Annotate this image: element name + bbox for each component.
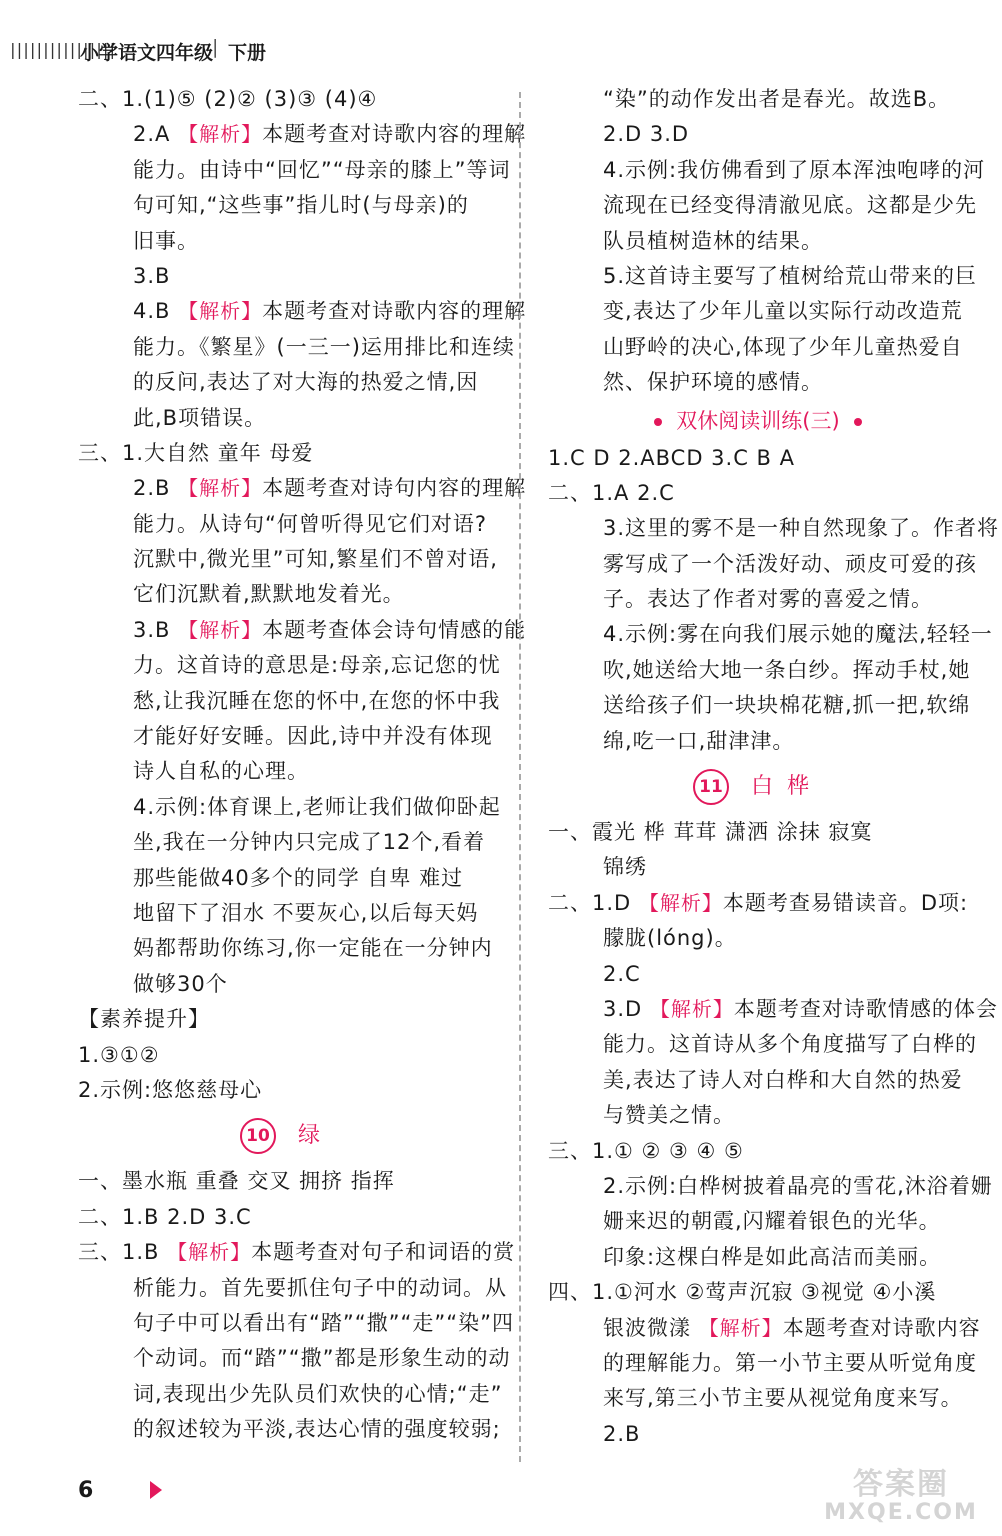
answer-text: 的反问,表达了对大海的热爱之情,因 [133, 370, 479, 395]
answer-text: 与赞美之情。 [603, 1103, 735, 1128]
answer-line [78, 1073, 496, 1108]
answer-text: 银波微漾 【解析】本题考查对诗歌内容 [603, 1315, 981, 1340]
bullet-icon [654, 418, 662, 426]
answer-text: 4.示例:我仿佛看到了原本浑浊咆哮的河 [603, 157, 986, 182]
analysis-tag: 【解析】 [178, 476, 263, 501]
answer-line [78, 1164, 496, 1199]
answer-line [78, 471, 527, 506]
lesson-number-badge: 11 [693, 769, 729, 805]
answer-text: 句子中可以看出有“踏”“撒”“走”“染”四 [133, 1310, 515, 1335]
answer-line [78, 294, 527, 329]
answer-line [548, 1027, 977, 1062]
answer-text: 坐,我在一分钟内只完成了12个,看着 [133, 830, 486, 855]
answer-text: 然、保护环境的感情。 [603, 370, 823, 395]
analysis-tag: 【解析】 [638, 890, 723, 915]
answer-line [548, 1346, 977, 1381]
answer-line [78, 967, 496, 1002]
answer-line [78, 507, 496, 542]
lesson-name: 绿 [297, 1123, 334, 1149]
answer-line [78, 542, 496, 577]
bullet-icon [854, 418, 862, 426]
lesson-11-answers-block [548, 815, 998, 1452]
answer-line [78, 1412, 501, 1447]
answer-line [78, 684, 501, 719]
answer-line [548, 1169, 993, 1204]
answer-text: 力。这首诗的意思是:母亲,忘记您的忧 [133, 653, 501, 678]
watermark-text: 答案圈 [853, 1467, 949, 1502]
answer-line [548, 1204, 968, 1239]
answer-line [78, 896, 496, 931]
answer-text: 四、1.①河水 ②莺声沉寂 ③视觉 ④小溪 [548, 1280, 937, 1305]
barcode-decoration: |||||||||||||||| [8, 40, 115, 59]
answer-text: 5.这首诗主要写了植树给荒山带来的巨 [603, 263, 978, 288]
book-title: 小学语文四年级 [80, 42, 214, 64]
answer-line [78, 1341, 511, 1376]
answer-text: 做够30个 [133, 971, 228, 996]
answer-text: 1.C D 2.ABCD 3.C B A [548, 445, 795, 470]
answer-line [548, 188, 977, 223]
answer-text: 来写,第三小节主要从视觉角度来写。 [603, 1386, 963, 1411]
answer-text: 流现在已经变得清澈见底。这都是少先 [603, 193, 977, 218]
answer-text: 4.示例:体育课上,老师让我们做仰卧起 [133, 794, 501, 819]
answer-text: 4.B 【解析】本题考查对诗歌内容的理解 [133, 299, 527, 324]
weekend-reading-heading [548, 401, 968, 441]
answer-line [78, 153, 511, 188]
lesson-10-answers-block [78, 1164, 516, 1447]
answer-text: 一、霞光 桦 茸茸 潇洒 涂抹 寂寞 [548, 820, 873, 845]
left-column [78, 82, 527, 1447]
lesson-11-heading [548, 759, 968, 815]
answer-line [78, 117, 527, 152]
answer-text: 析能力。首先要抓住句子中的动词。从 [133, 1275, 507, 1300]
lesson-number-badge: 10 [240, 1118, 276, 1154]
answer-line [78, 613, 527, 648]
answer-line [78, 861, 496, 896]
answer-line [78, 719, 496, 754]
answer-text: 诗人自私的心理。 [133, 759, 309, 784]
answer-text: 4.示例:雾在向我们展示她的魔法,轻轻一 [603, 622, 993, 647]
answer-line [78, 1235, 516, 1270]
answer-text: 句可知,“这些事”指儿时(与母亲)的 [133, 193, 469, 218]
analysis-tag: 【解析】 [649, 996, 734, 1021]
answer-line [548, 1311, 981, 1346]
analysis-tag: 【解析】 [178, 299, 263, 324]
answer-line [548, 441, 968, 476]
answer-line [548, 1134, 968, 1169]
answer-line [548, 1098, 968, 1133]
answer-line [548, 330, 968, 365]
answer-text: 3.D 【解析】本题考查对诗歌情感的体会 [603, 996, 998, 1021]
answer-text: 能力。由诗中“回忆”“母亲的膝上”等词 [133, 157, 511, 182]
book-volume: 下册 [228, 42, 267, 64]
answer-text: 2.B 【解析】本题考查对诗句内容的理解 [133, 476, 527, 501]
answer-line [548, 547, 977, 582]
analysis-tag: 【解析】 [178, 617, 263, 642]
answer-text: 绵,吃一口,甜津津。 [603, 728, 795, 753]
answer-text: 美,表达了诗人对白桦和大自然的热爱 [603, 1067, 963, 1092]
answer-line [548, 1240, 968, 1275]
answer-text: 山野岭的决心,体现了少年儿童热爱自 [603, 334, 963, 359]
answer-text: 二、1.A 2.C [548, 480, 675, 505]
weekend-reading-answers-block [548, 441, 1000, 760]
answer-text: 妈都帮助你练习,你一定能在一分钟内 [133, 936, 493, 961]
analysis-tag: 【解析】 [178, 122, 263, 147]
answer-text: 变,表达了少年儿童以实际行动改造荒 [603, 299, 963, 324]
left-answers-block [78, 82, 527, 1108]
answer-text: 它们沉默着,默默地发着光。 [133, 582, 405, 607]
analysis-tag: 【解析】 [167, 1240, 252, 1265]
answer-text: 3.B 【解析】本题考查体会诗句情感的能 [133, 617, 527, 642]
answer-text: 锦绣 [603, 855, 647, 880]
answer-line [548, 259, 978, 294]
answer-line [548, 688, 971, 723]
answer-text: 此,B项错误。 [133, 405, 267, 430]
answer-text: 三、1.B 【解析】本题考查对句子和词语的赏 [78, 1240, 516, 1265]
answer-line [548, 224, 968, 259]
answer-line [548, 582, 968, 617]
answer-text: 地留下了泪水 不要灰心,以后每天妈 [133, 900, 479, 925]
answer-text: 1.③①② [78, 1042, 160, 1067]
answer-line [548, 992, 998, 1027]
answer-line [78, 401, 496, 436]
answer-text: 2.示例:悠悠慈母心 [78, 1077, 263, 1102]
answer-line [548, 1275, 968, 1310]
answer-line [78, 577, 496, 612]
answer-line [78, 825, 496, 860]
answer-text: 朦胧(lóng)。 [603, 926, 737, 951]
section-title-text: 双休阅读训练(三) [676, 408, 840, 433]
answer-text: “染”的动作发出者是春光。故选B。 [603, 87, 951, 111]
answer-text: 2.C [603, 961, 641, 986]
answer-text: 一、墨水瓶 重叠 交叉 拥挤 指挥 [78, 1169, 395, 1194]
answer-text: 能力。从诗句“何曾听得见它们对语? [133, 511, 488, 536]
watermark-logo [808, 1467, 994, 1530]
answer-text: 2.B [603, 1421, 641, 1446]
answer-line [548, 724, 968, 759]
answer-line [548, 294, 968, 329]
answer-text: 旧事。 [133, 228, 199, 253]
answer-text: 的叙述较为平淡,表达心情的强度较弱; [133, 1417, 501, 1442]
answer-text: 雾写成了一个活泼好动、顽皮可爱的孩 [603, 551, 977, 576]
answer-line [78, 648, 501, 683]
answer-line [548, 511, 1000, 546]
answer-text: 姗来迟的朝霞,闪耀着银色的光华。 [603, 1209, 941, 1234]
lesson-name: 白桦 [750, 774, 823, 800]
answer-line [548, 957, 968, 992]
answer-text: 才能好好安睡。因此,诗中并没有体现 [133, 724, 493, 749]
answer-line [548, 153, 986, 188]
right-answers-block [548, 82, 986, 401]
answer-line [548, 850, 968, 885]
answer-text: 2.示例:白桦树披着晶亮的雪花,沐浴着姗 [603, 1173, 993, 1198]
answer-text: 那些能做40多个的同学 自卑 难过 [133, 865, 464, 890]
page-header [0, 0, 1002, 70]
answer-text: 3.这里的雾不是一种自然现象了。作者将 [603, 516, 1000, 541]
answer-line [78, 224, 496, 259]
page-number: 6 [78, 1478, 94, 1503]
answer-text: 3.B [133, 263, 171, 288]
answer-line [78, 790, 501, 825]
answer-text: 的理解能力。第一小节主要从听觉角度 [603, 1350, 977, 1375]
answer-text: 二、1.D 【解析】本题考查易错读音。D项: [548, 890, 969, 915]
answer-text: 二、1.B 2.D 3.C [78, 1204, 252, 1229]
analysis-tag: 【解析】 [698, 1315, 783, 1340]
answer-text: 词,表现出少先队员们欢快的心情;“走” [133, 1381, 503, 1406]
answer-text: 三、1.大自然 童年 母爱 [78, 440, 314, 465]
answer-line [78, 1271, 507, 1306]
answer-line [548, 886, 968, 921]
arrow-right-icon [150, 1481, 162, 1499]
watermark-url: MXQE.COM [824, 1500, 978, 1525]
answer-line [78, 1038, 496, 1073]
answer-line [78, 1200, 496, 1235]
answer-line [78, 365, 496, 400]
answer-line [548, 815, 968, 850]
answer-line [78, 259, 496, 294]
answer-text: 送给孩子们一块块棉花糖,抓一把,软绵 [603, 693, 971, 718]
answer-text: 子。表达了作者对雾的喜爱之情。 [603, 587, 933, 612]
answer-text: 能力。《繁星》(一三一)运用排比和连续 [133, 334, 515, 359]
header-separator: | [212, 36, 219, 58]
right-column [548, 82, 1000, 1452]
answer-text: 个动词。而“踏”“撒”都是形象生动的动 [133, 1346, 511, 1371]
answer-text: 【素养提升】 [78, 1007, 210, 1032]
answer-text: 队员植树造林的结果。 [603, 228, 823, 253]
answer-text: 2.D 3.D [603, 122, 690, 147]
answer-line [548, 117, 968, 152]
answer-line [78, 330, 515, 365]
answer-text: 二、1.(1)⑤ (2)② (3)③ (4)④ [78, 87, 378, 111]
answer-line [78, 754, 496, 789]
column-divider [519, 92, 521, 1462]
answer-text: 三、1.① ② ③ ④ ⑤ [548, 1138, 744, 1163]
answer-line [548, 653, 971, 688]
answer-line [78, 1377, 503, 1412]
answer-line [78, 1002, 496, 1037]
answer-line [548, 476, 968, 511]
answer-line [78, 931, 496, 966]
answer-line [78, 82, 496, 117]
answer-line [548, 617, 993, 652]
answer-text: 吹,她送给大地一条白纱。挥动手杖,她 [603, 657, 971, 682]
lesson-10-heading [78, 1108, 496, 1164]
answer-text: 印象:这棵白桦是如此高洁而美丽。 [603, 1244, 942, 1269]
answer-text: 能力。这首诗从多个角度描写了白桦的 [603, 1032, 977, 1057]
answer-line [78, 188, 496, 223]
answer-line [78, 436, 496, 471]
answer-line [548, 82, 968, 117]
answer-line [78, 1306, 515, 1341]
answer-line [548, 921, 968, 956]
answer-line [548, 365, 968, 400]
answer-line [548, 1381, 968, 1416]
answer-line [548, 1063, 968, 1098]
answer-text: 2.A 【解析】本题考查对诗歌内容的理解 [133, 122, 527, 147]
answer-text: 沉默中,微光里”可知,繁星们不曾对语, [133, 547, 498, 572]
answer-text: 愁,让我沉睡在您的怀中,在您的怀中我 [133, 688, 501, 713]
answer-line [548, 1417, 968, 1452]
